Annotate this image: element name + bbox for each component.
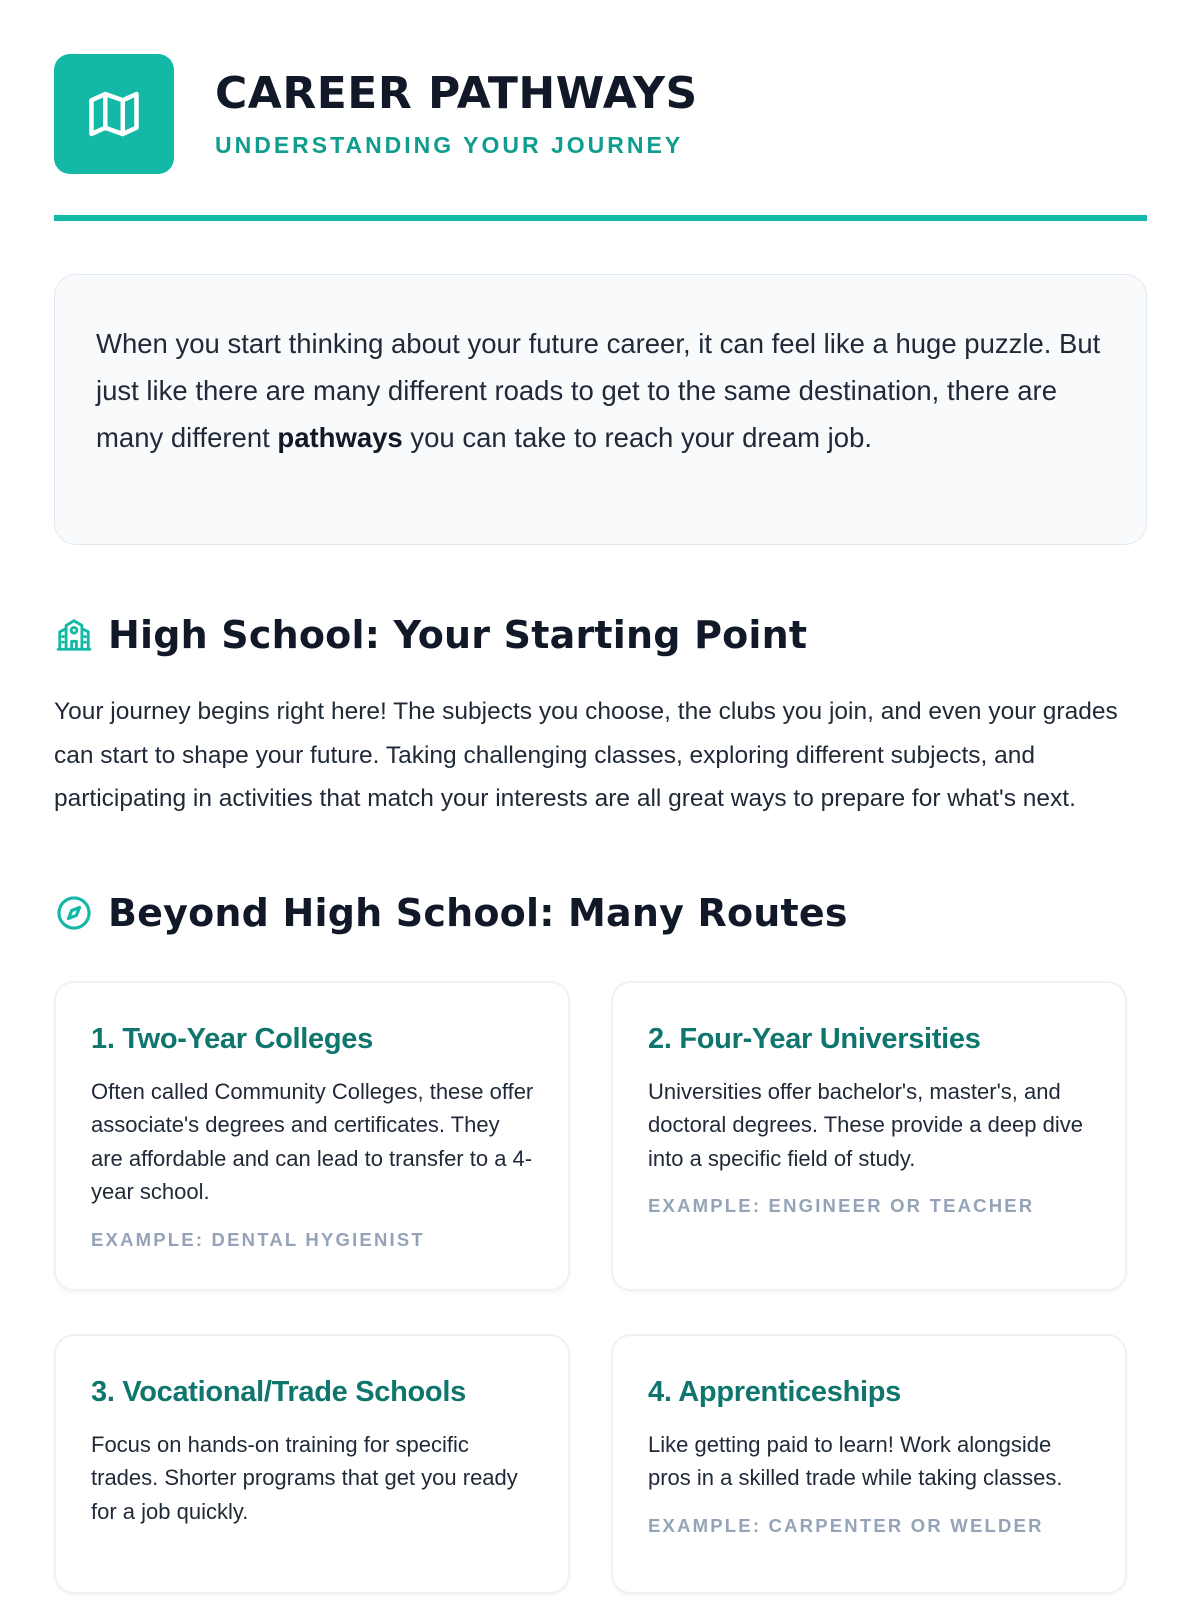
- compass-icon: [54, 893, 94, 933]
- card-title: 1. Two-Year Colleges: [91, 1022, 373, 1055]
- header-text: [215, 67, 698, 159]
- intro-text-before: When you start thinking about your future career, it can feel like a huge puzzle. But just like there are many different roads to get to the same destination, there are many different: [96, 328, 1101, 453]
- map-icon: [84, 84, 144, 144]
- intro-emphasis: pathways: [277, 422, 403, 453]
- page-title: CAREER PATHWAYS: [215, 67, 698, 119]
- pathway-card-two-year: [54, 981, 570, 1291]
- pathway-card-vocational: [54, 1334, 570, 1594]
- school-icon: [54, 615, 94, 655]
- beyond-title: Beyond High School: Many Routes: [108, 890, 848, 935]
- page-subtitle: UNDERSTANDING YOUR JOURNEY: [215, 131, 684, 158]
- card-body: Universities offer bachelor's, master's, and doctoral degrees. These provide a deep dive into a specific field of study.: [648, 1078, 1083, 1171]
- high-school-body: Your journey begins right here! The subjects you choose, the clubs you join, and even your grades can start to shape your future. Taking challenging classes, exploring different subjects, and participating in activities that match your interests are all great ways to prepare for what's next.: [54, 698, 1118, 812]
- card-body: Often called Community Colleges, these offer associate's degrees and certificates. They are affordable and can lead to transfer to a 4-year school.: [91, 1078, 534, 1204]
- pathway-cards: [54, 981, 1147, 1594]
- card-title: 4. Apprenticeships: [648, 1375, 901, 1408]
- card-title: 2. Four-Year Universities: [648, 1022, 981, 1055]
- page-header: [54, 54, 1147, 174]
- card-body: Focus on hands-on training for specific trades. Shorter programs that get you ready for a job quickly.: [91, 1431, 518, 1524]
- card-title: 3. Vocational/Trade Schools: [91, 1375, 466, 1408]
- intro-text-after: you can take to reach your dream job.: [402, 422, 873, 453]
- card-body: Like getting paid to learn! Work alongside pros in a skilled trade while taking classes.: [648, 1431, 1063, 1490]
- pathway-card-apprenticeships: [611, 1334, 1127, 1594]
- pathway-card-four-year: [611, 981, 1127, 1291]
- beyond-section: [54, 891, 1147, 1594]
- header-divider: [54, 215, 1147, 221]
- card-example: EXAMPLE: ENGINEER OR TEACHER: [648, 1195, 1035, 1216]
- intro-box: [54, 274, 1147, 545]
- card-example: EXAMPLE: DENTAL HYGIENIST: [91, 1228, 425, 1250]
- beyond-heading: [54, 891, 1147, 935]
- high-school-heading: [54, 613, 1147, 657]
- logo: [54, 54, 174, 174]
- card-example: EXAMPLE: CARPENTER OR WELDER: [648, 1514, 1044, 1536]
- high-school-title: High School: Your Starting Point: [108, 613, 808, 657]
- intro-text: [96, 320, 1106, 461]
- high-school-section: [54, 613, 1147, 821]
